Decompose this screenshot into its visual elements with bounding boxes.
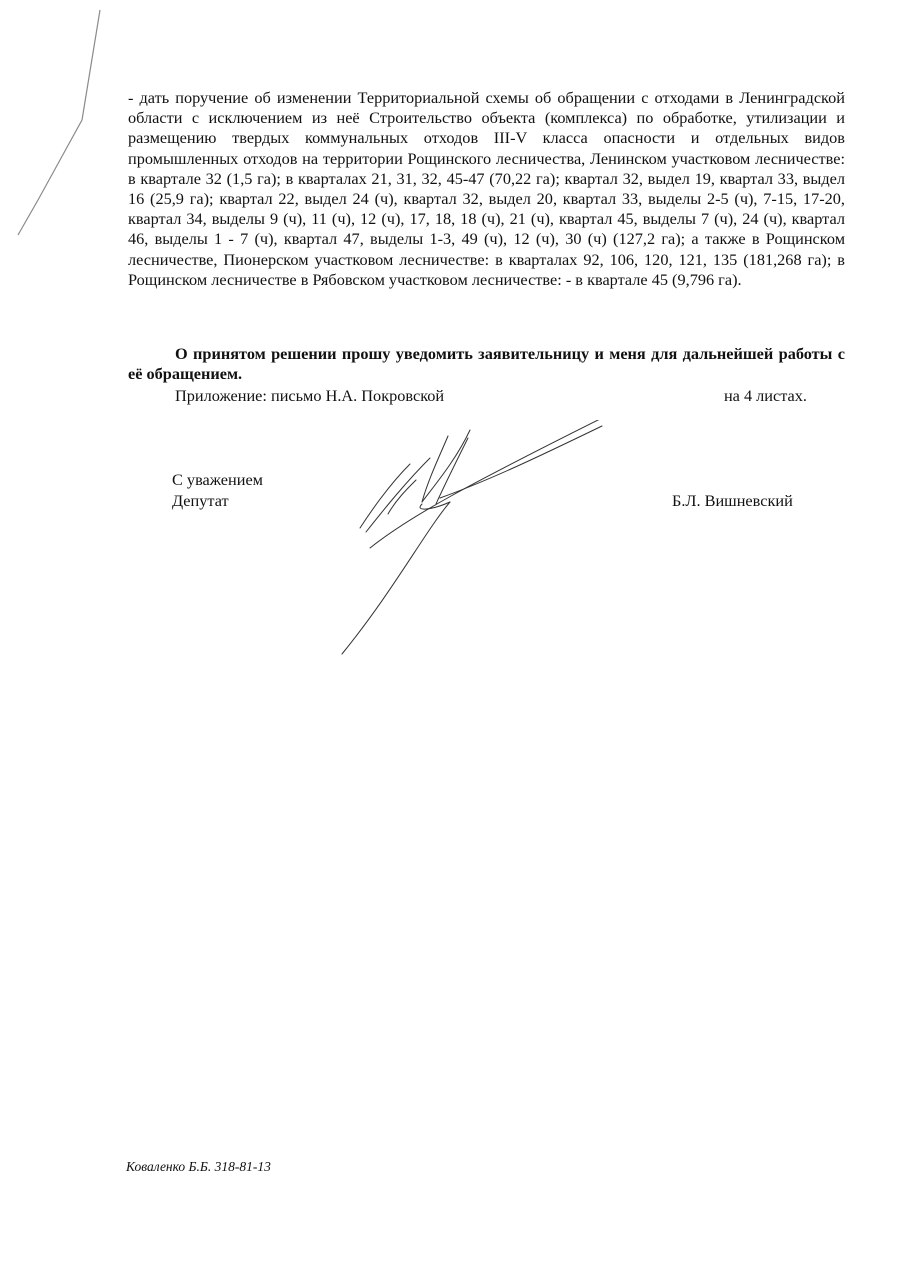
attachment-label: Приложение: письмо Н.А. Покровской: [175, 386, 445, 405]
attachment-row: [175, 386, 807, 406]
resolution-paragraph: О принятом решении прошу уведомить заявительницу и меня для дальнейшей работы с её обращением.: [128, 344, 845, 384]
handwritten-signature: [330, 420, 620, 660]
closing-greeting: С уважением: [172, 470, 263, 489]
letter-paragraph: - дать поручение об изменении Территориальной схемы об обращении с отходами в Ленинградской области с исключением из неё Строительство объекта (комплекса) по обработке, утилизации и размещению твердых коммунальных отходов III-V класса опасности и отдельных видов промышленных отходов на территории Рощинского лесничества, Ленинском участковом лесничестве: в квартале 32 (1,5 га); в кварталах 21, 31, 32, 45-47 (70,22 га); квартал 32, выдел 19, квартал 33, выдел 16 (25,9 га); квартал 22, выдел 24 (ч), квартал 32, выдел 20, квартал 33, выделы 2-5 (ч), 7-15, 17-20, квартал 34, выделы 9 (ч), 11 (ч), 12 (ч), 17, 18, 18 (ч), 21 (ч), квартал 45, выделы 7 (ч), 24 (ч), квартал 46, выделы 1 - 7 (ч), квартал 47, выделы 1-3, 49 (ч), 12 (ч), 30 (ч) (127,2 га); а также в Рощинском лесничестве, Пионерском участковом лесничестве: в кварталах 92, 106, 120, 121, 135 (181,268 га); в Рощинском лесничестве в Рябовском участковом лесничестве: - в квартале 45 (9,796 га).: [128, 88, 845, 289]
attachment-pages: на 4 листах.: [723, 386, 807, 405]
footer-contact: Коваленко Б.Б. 318-81-13: [126, 1159, 271, 1174]
closing-position: Депутат: [172, 490, 229, 510]
closing-block: [172, 470, 263, 511]
signer-name: Б.Л. Вишневский: [672, 491, 793, 510]
